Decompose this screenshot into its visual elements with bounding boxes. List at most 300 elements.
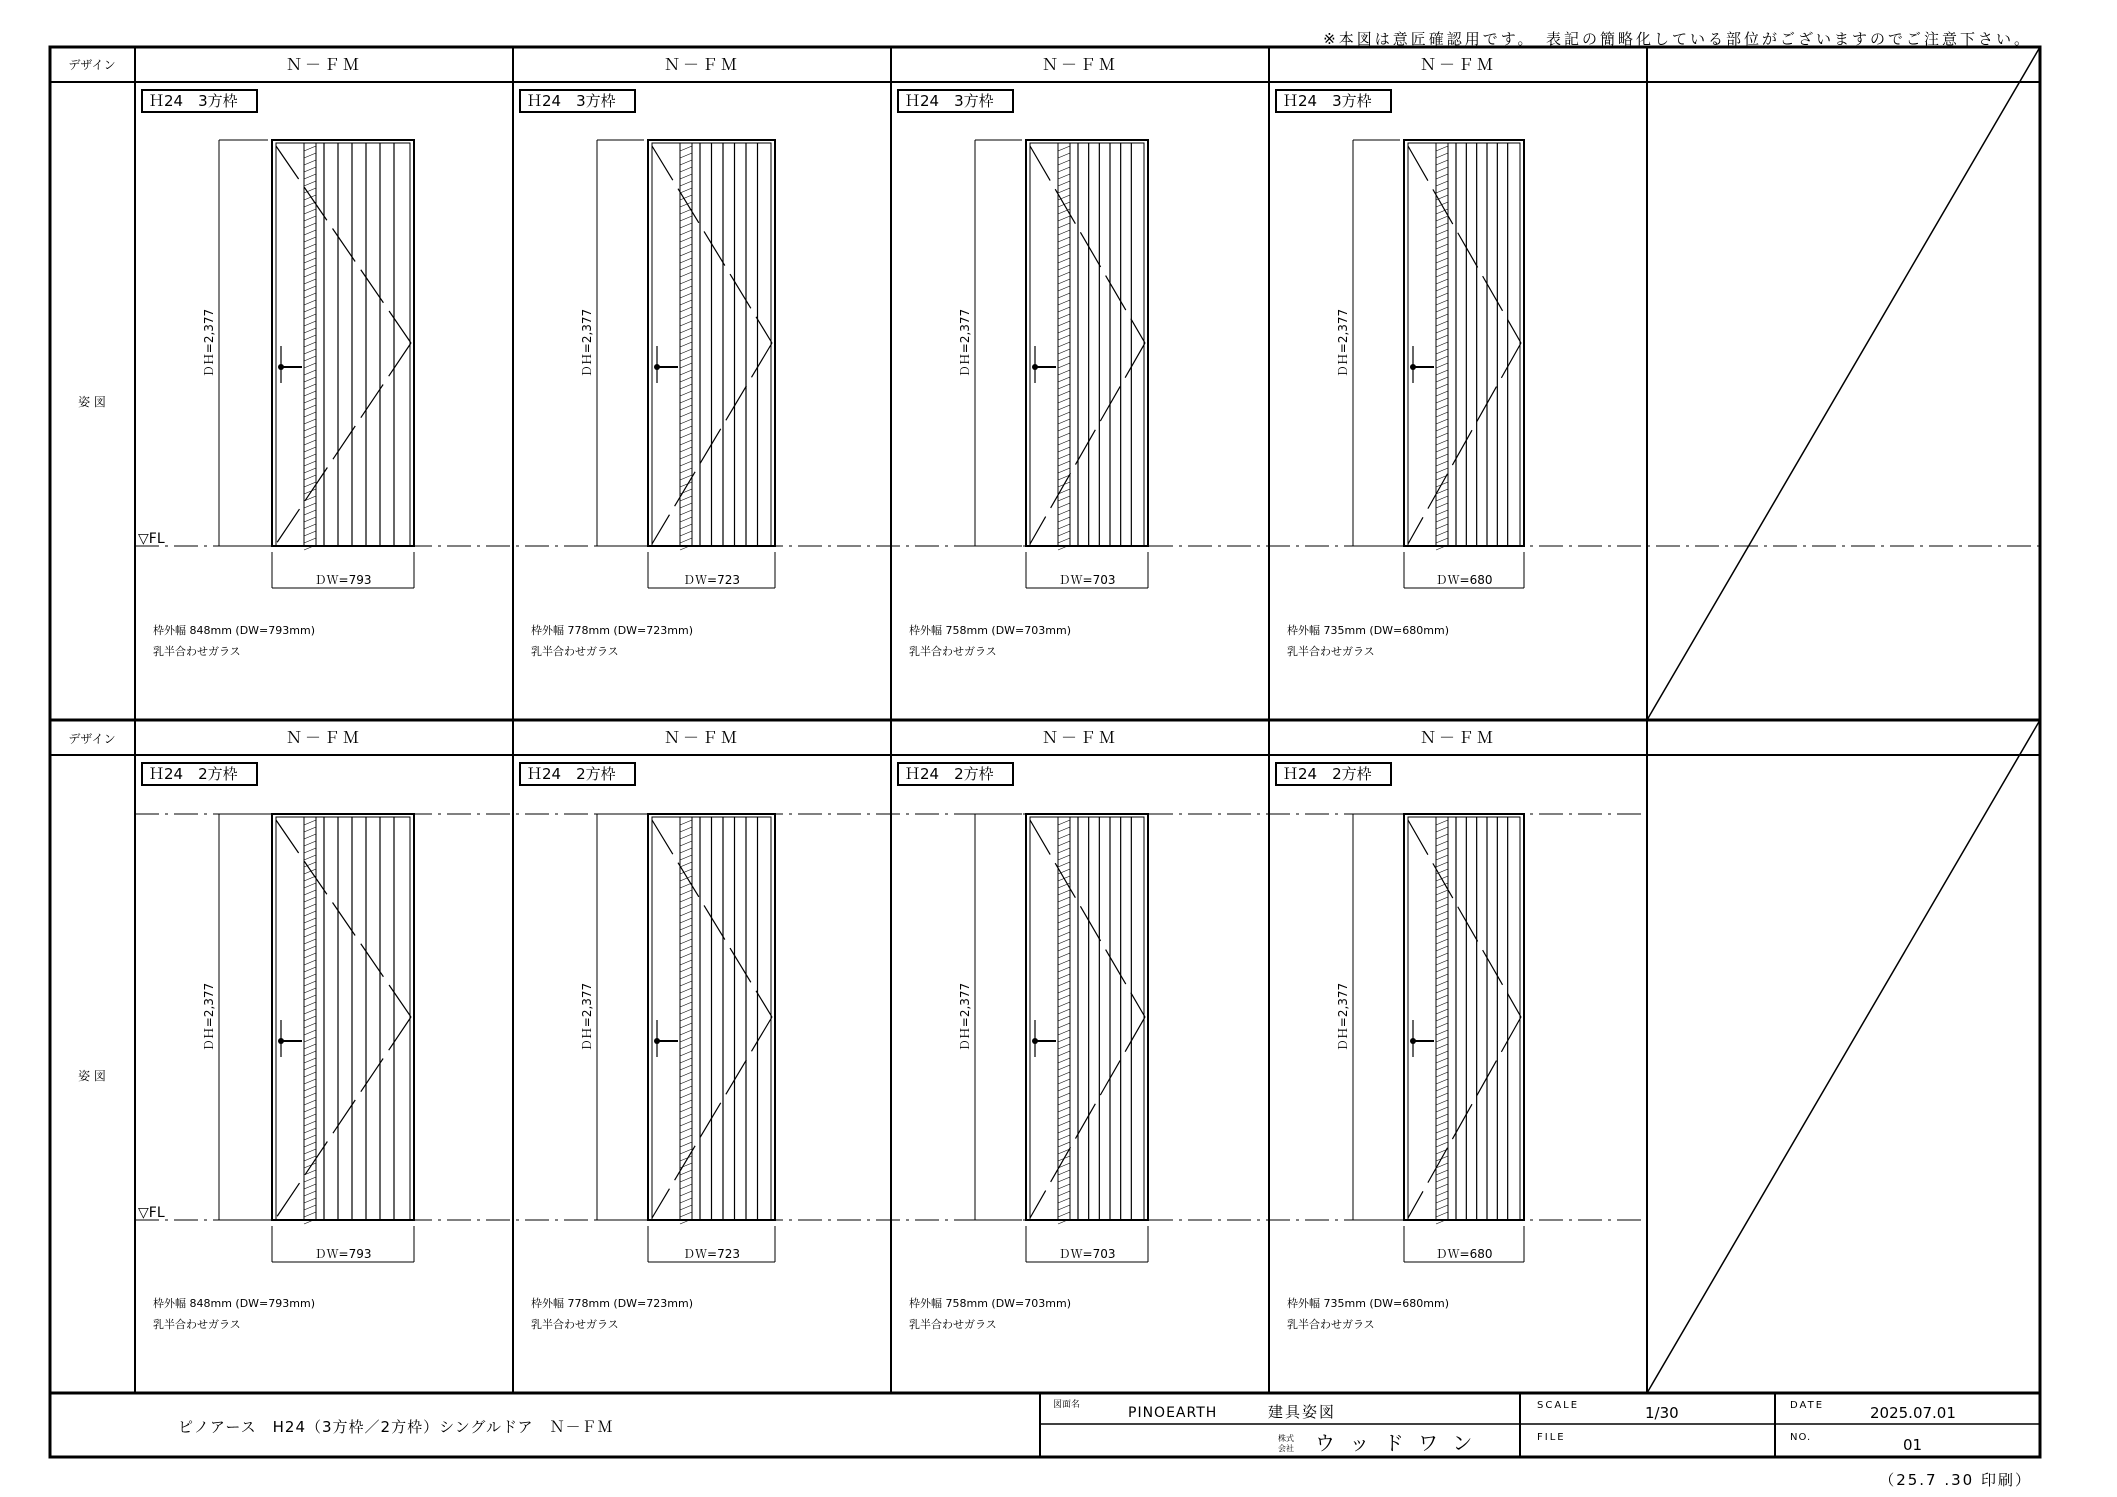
- frame-width-spec: 枠外幅 778mm (DW=723mm): [531, 1297, 693, 1310]
- glass-hatch: [1436, 820, 1448, 825]
- glass-hatch: [1058, 356, 1070, 361]
- frame-width-spec: 枠外幅 758mm (DW=703mm): [909, 624, 1071, 637]
- glass-hatch: [680, 160, 692, 165]
- frame-type-label: Ｈ24 2方枠: [527, 765, 616, 783]
- door-cells: [142, 55, 1524, 1331]
- glass-hatch: [304, 146, 316, 151]
- glass-hatch: [1436, 1079, 1448, 1084]
- notice-text: ※本図は意匠確認用です。 表記の簡略化している部位がございますのでご注意下さい。: [1323, 30, 2032, 48]
- glass-hatch: [1436, 356, 1448, 361]
- door-inner-frame: [1030, 817, 1144, 1220]
- door-cell-2-1: [142, 728, 414, 1331]
- door-cell-1-4: [1276, 55, 1524, 658]
- glass-hatch: [1058, 1212, 1070, 1217]
- glass-hatch: [680, 524, 692, 529]
- glass-hatch: [1436, 1016, 1448, 1021]
- swing-line-upper: [276, 146, 411, 343]
- glass-hatch: [304, 258, 316, 263]
- glass-hatch: [1058, 531, 1070, 536]
- glass-hatch: [680, 1002, 692, 1007]
- glass-hatch: [304, 209, 316, 214]
- door-width-label: ＤＷ=793: [314, 573, 372, 587]
- glass-hatch: [680, 841, 692, 846]
- glass-hatch: [1058, 1128, 1070, 1133]
- glass-hatch: [304, 1135, 316, 1140]
- glass-hatch: [680, 419, 692, 424]
- glass-hatch: [680, 244, 692, 249]
- glass-hatch: [1436, 398, 1448, 403]
- glass-hatch: [1436, 1058, 1448, 1063]
- design-name: Ｎ－ＦＭ: [1419, 728, 1497, 747]
- glass-hatch: [1436, 272, 1448, 277]
- glass-hatch: [1058, 995, 1070, 1000]
- glass-hatch: [1058, 988, 1070, 993]
- glass-hatch: [304, 426, 316, 431]
- glass-hatch: [304, 167, 316, 172]
- glass-hatch: [680, 307, 692, 312]
- glass-hatch: [1058, 391, 1070, 396]
- glass-hatch: [304, 335, 316, 340]
- glass-hatch: [304, 223, 316, 228]
- glass-hatch: [1058, 146, 1070, 151]
- glass-spec: 乳半合わせガラス: [1287, 1318, 1375, 1331]
- glass-hatch: [680, 349, 692, 354]
- glass-hatch: [1436, 419, 1448, 424]
- glass-hatch: [1058, 1121, 1070, 1126]
- glass-hatch: [680, 342, 692, 347]
- glass-hatch: [304, 1205, 316, 1210]
- door-height-label: ＤＨ=2,377: [580, 982, 594, 1052]
- glass-hatch: [1058, 216, 1070, 221]
- door-inner-frame: [276, 143, 410, 546]
- door-cell-2-3: [898, 728, 1148, 1331]
- glass-hatch: [680, 538, 692, 543]
- glass-hatch: [304, 1002, 316, 1007]
- glass-hatch: [304, 244, 316, 249]
- glass-hatch: [1436, 911, 1448, 916]
- glass-hatch: [1436, 496, 1448, 501]
- glass-hatch: [1436, 251, 1448, 256]
- glass-hatch: [1436, 314, 1448, 319]
- glass-hatch: [304, 848, 316, 853]
- glass-hatch: [304, 293, 316, 298]
- glass-hatch: [1058, 890, 1070, 895]
- glass-hatch: [1436, 1051, 1448, 1056]
- glass-hatch: [1058, 412, 1070, 417]
- frame-width-spec: 枠外幅 735mm (DW=680mm): [1287, 1297, 1449, 1310]
- glass-hatch: [1058, 349, 1070, 354]
- glass-hatch: [1058, 503, 1070, 508]
- glass-hatch: [680, 988, 692, 993]
- glass-hatch: [1436, 426, 1448, 431]
- glass-hatch: [304, 932, 316, 937]
- glass-hatch: [1058, 1037, 1070, 1042]
- frame-width-spec: 枠外幅 735mm (DW=680mm): [1287, 624, 1449, 637]
- glass-hatch: [680, 995, 692, 1000]
- glass-hatch: [304, 1079, 316, 1084]
- glass-hatch: [304, 160, 316, 165]
- glass-hatch: [680, 960, 692, 965]
- title-company: ウ ッ ド ワ ン: [1315, 1431, 1477, 1455]
- title-scale-label: SCALE: [1537, 1400, 1580, 1411]
- glass-hatch: [304, 1184, 316, 1189]
- glass-hatch: [680, 153, 692, 158]
- glass-hatch: [1436, 265, 1448, 270]
- swing-line-lower: [276, 1017, 411, 1218]
- glass-hatch: [680, 1079, 692, 1084]
- frame-type-label: Ｈ24 3方枠: [905, 92, 994, 110]
- glass-hatch: [680, 454, 692, 459]
- glass-hatch: [1058, 960, 1070, 965]
- glass-hatch: [680, 370, 692, 375]
- glass-hatch: [1436, 1135, 1448, 1140]
- glass-hatch: [1436, 412, 1448, 417]
- glass-hatch: [1436, 349, 1448, 354]
- door-cell-2-4: [1276, 728, 1524, 1331]
- glass-hatch: [680, 932, 692, 937]
- glass-hatch: [1436, 932, 1448, 937]
- glass-hatch: [304, 447, 316, 452]
- glass-hatch: [1436, 1093, 1448, 1098]
- glass-hatch: [1436, 1170, 1448, 1175]
- glass-hatch: [304, 953, 316, 958]
- glass-hatch: [304, 1198, 316, 1203]
- glass-hatch: [1058, 363, 1070, 368]
- glass-hatch: [680, 911, 692, 916]
- glass-hatch: [304, 531, 316, 536]
- glass-hatch: [1058, 300, 1070, 305]
- door-height-label: ＤＨ=2,377: [958, 982, 972, 1052]
- glass-hatch: [680, 1142, 692, 1147]
- glass-hatch: [1436, 342, 1448, 347]
- glass-hatch: [680, 405, 692, 410]
- glass-hatch: [1058, 939, 1070, 944]
- glass-hatch: [1436, 1128, 1448, 1133]
- glass-hatch: [1436, 827, 1448, 832]
- swing-line-upper: [1030, 146, 1145, 343]
- glass-hatch: [680, 1198, 692, 1203]
- glass-hatch: [1058, 447, 1070, 452]
- swing-line-upper: [276, 820, 411, 1017]
- glass-hatch: [1058, 251, 1070, 256]
- glass-hatch: [1058, 279, 1070, 284]
- glass-hatch: [680, 946, 692, 951]
- glass-hatch: [1058, 433, 1070, 438]
- glass-spec: 乳半合わせガラス: [909, 645, 997, 658]
- glass-hatch: [1436, 293, 1448, 298]
- glass-hatch: [1058, 398, 1070, 403]
- glass-hatch: [1058, 1184, 1070, 1189]
- glass-hatch: [680, 223, 692, 228]
- glass-spec: 乳半合わせガラス: [153, 1318, 241, 1331]
- glass-hatch: [680, 918, 692, 923]
- glass-hatch: [680, 461, 692, 466]
- glass-hatch: [1058, 1065, 1070, 1070]
- glass-hatch: [680, 1191, 692, 1196]
- glass-hatch: [1436, 363, 1448, 368]
- title-company-prefix-2: 会社: [1278, 1444, 1294, 1453]
- glass-hatch: [304, 300, 316, 305]
- glass-hatch: [680, 384, 692, 389]
- glass-hatch: [680, 967, 692, 972]
- door-width-label: ＤＷ=723: [683, 1247, 740, 1261]
- glass-hatch: [1058, 426, 1070, 431]
- glass-hatch: [304, 356, 316, 361]
- row1-elevation-label: 姿 図: [78, 395, 106, 409]
- glass-hatch: [304, 1009, 316, 1014]
- glass-hatch: [1058, 1051, 1070, 1056]
- glass-hatch: [680, 897, 692, 902]
- door-width-label: ＤＷ=723: [683, 573, 740, 587]
- glass-hatch: [304, 1142, 316, 1147]
- glass-hatch: [304, 377, 316, 382]
- glass-hatch: [1058, 1030, 1070, 1035]
- door-width-label: ＤＷ=793: [314, 1247, 372, 1261]
- glass-hatch: [304, 1072, 316, 1077]
- door-inner-frame: [1408, 817, 1520, 1220]
- glass-hatch: [1436, 181, 1448, 186]
- glass-hatch: [1436, 1177, 1448, 1182]
- title-date-value: 2025.07.01: [1870, 1404, 1956, 1422]
- title-no-label: NO.: [1790, 1432, 1812, 1443]
- glass-hatch: [1058, 1072, 1070, 1077]
- glass-hatch: [304, 524, 316, 529]
- frame-type-label: Ｈ24 2方枠: [1283, 765, 1372, 783]
- glass-hatch: [680, 953, 692, 958]
- glass-hatch: [1436, 335, 1448, 340]
- glass-spec: 乳半合わせガラス: [531, 1318, 619, 1331]
- glass-hatch: [304, 988, 316, 993]
- glass-hatch: [304, 1107, 316, 1112]
- glass-hatch: [1436, 953, 1448, 958]
- glass-hatch: [680, 1121, 692, 1126]
- design-name: Ｎ－ＦＭ: [1419, 55, 1497, 74]
- glass-hatch: [304, 855, 316, 860]
- glass-hatch: [680, 412, 692, 417]
- glass-hatch: [304, 461, 316, 466]
- glass-hatch: [304, 1212, 316, 1217]
- glass-hatch: [1058, 981, 1070, 986]
- glass-hatch: [680, 939, 692, 944]
- glass-hatch: [304, 1065, 316, 1070]
- glass-hatch: [680, 216, 692, 221]
- glass-hatch: [1436, 454, 1448, 459]
- printed-date: （25.7 .30 印刷）: [1879, 1471, 2032, 1489]
- door-cell-2-2: [520, 728, 775, 1331]
- glass-hatch: [304, 370, 316, 375]
- glass-hatch: [680, 834, 692, 839]
- glass-spec: 乳半合わせガラス: [1287, 645, 1375, 658]
- row2-design-label: デザイン: [68, 732, 116, 746]
- glass-hatch: [1058, 967, 1070, 972]
- glass-hatch: [680, 1051, 692, 1056]
- glass-hatch: [680, 1030, 692, 1035]
- glass-hatch: [304, 1016, 316, 1021]
- glass-hatch: [1436, 1114, 1448, 1119]
- glass-hatch: [680, 1016, 692, 1021]
- glass-hatch: [680, 1044, 692, 1049]
- glass-hatch: [1436, 237, 1448, 242]
- glass-hatch: [680, 974, 692, 979]
- design-name: Ｎ－ＦＭ: [663, 55, 741, 74]
- glass-hatch: [1436, 1212, 1448, 1217]
- glass-hatch: [304, 286, 316, 291]
- glass-hatch: [1058, 911, 1070, 916]
- door-width-label: ＤＷ=703: [1058, 1247, 1116, 1261]
- glass-spec: 乳半合わせガラス: [153, 645, 241, 658]
- swing-line-lower: [1408, 343, 1521, 544]
- glass-hatch: [304, 174, 316, 179]
- glass-hatch: [304, 918, 316, 923]
- glass-hatch: [1436, 160, 1448, 165]
- door-height-label: ＤＨ=2,377: [202, 308, 216, 378]
- glass-hatch: [304, 834, 316, 839]
- glass-hatch: [1436, 918, 1448, 923]
- glass-hatch: [680, 496, 692, 501]
- glass-hatch: [1058, 321, 1070, 326]
- glass-hatch: [1436, 230, 1448, 235]
- glass-hatch: [304, 314, 316, 319]
- glass-hatch: [1058, 384, 1070, 389]
- glass-hatch: [304, 412, 316, 417]
- glass-hatch: [680, 1205, 692, 1210]
- title-company-prefix-1: 株式: [1278, 1434, 1294, 1443]
- glass-hatch: [1058, 181, 1070, 186]
- glass-hatch: [1436, 841, 1448, 846]
- glass-hatch: [680, 335, 692, 340]
- glass-hatch: [1058, 918, 1070, 923]
- glass-hatch: [1436, 503, 1448, 508]
- glass-hatch: [1436, 925, 1448, 930]
- glass-hatch: [1436, 967, 1448, 972]
- glass-hatch: [680, 1128, 692, 1133]
- title-no-value: 01: [1903, 1436, 1923, 1454]
- glass-hatch: [304, 1100, 316, 1105]
- glass-hatch: [1436, 1191, 1448, 1196]
- glass-hatch: [1058, 496, 1070, 501]
- door-width-label: ＤＷ=680: [1435, 1247, 1493, 1261]
- glass-hatch: [680, 848, 692, 853]
- glass-hatch: [1058, 953, 1070, 958]
- glass-hatch: [680, 1037, 692, 1042]
- title-date-label: DATE: [1790, 1400, 1825, 1411]
- glass-hatch: [1058, 841, 1070, 846]
- glass-hatch: [1436, 1037, 1448, 1042]
- glass-hatch: [680, 1135, 692, 1140]
- glass-hatch: [304, 1191, 316, 1196]
- glass-hatch: [680, 890, 692, 895]
- swing-line-upper: [1408, 146, 1521, 343]
- glass-hatch: [304, 1044, 316, 1049]
- glass-hatch: [304, 328, 316, 333]
- glass-hatch: [304, 279, 316, 284]
- glass-hatch: [680, 981, 692, 986]
- glass-hatch: [1058, 1016, 1070, 1021]
- door-cell-1-1: [142, 55, 414, 658]
- glass-hatch: [680, 251, 692, 256]
- glass-hatch: [1436, 848, 1448, 853]
- glass-hatch: [1058, 904, 1070, 909]
- glass-hatch: [304, 1093, 316, 1098]
- glass-hatch: [1436, 1205, 1448, 1210]
- glass-hatch: [1058, 377, 1070, 382]
- glass-hatch: [680, 827, 692, 832]
- glass-hatch: [304, 1037, 316, 1042]
- frame-type-label: Ｈ24 3方枠: [527, 92, 616, 110]
- glass-hatch: [304, 967, 316, 972]
- glass-hatch: [1436, 321, 1448, 326]
- glass-hatch: [1058, 188, 1070, 193]
- glass-hatch: [1058, 419, 1070, 424]
- glass-hatch: [1436, 939, 1448, 944]
- glass-hatch: [304, 946, 316, 951]
- design-name: Ｎ－ＦＭ: [285, 728, 363, 747]
- glass-hatch: [304, 1128, 316, 1133]
- design-name: Ｎ－ＦＭ: [285, 55, 363, 74]
- glass-hatch: [1436, 1121, 1448, 1126]
- glass-hatch: [1436, 300, 1448, 305]
- design-name: Ｎ－ＦＭ: [1041, 728, 1119, 747]
- glass-hatch: [1436, 1002, 1448, 1007]
- glass-hatch: [304, 216, 316, 221]
- glass-hatch: [304, 911, 316, 916]
- glass-hatch: [304, 475, 316, 480]
- glass-hatch: [1436, 440, 1448, 445]
- glass-hatch: [680, 265, 692, 270]
- glass-hatch: [680, 1177, 692, 1182]
- glass-hatch: [1436, 223, 1448, 228]
- glass-hatch: [1058, 538, 1070, 543]
- glass-hatch: [1058, 1093, 1070, 1098]
- empty-cell-diagonal-2: [1647, 720, 2040, 1393]
- glass-hatch: [304, 827, 316, 832]
- door-cell-1-3: [898, 55, 1148, 658]
- glass-hatch: [1436, 286, 1448, 291]
- glass-hatch: [680, 1023, 692, 1028]
- glass-hatch: [680, 237, 692, 242]
- glass-hatch: [1058, 1114, 1070, 1119]
- glass-hatch: [304, 237, 316, 242]
- glass-hatch: [1058, 925, 1070, 930]
- glass-hatch: [1058, 272, 1070, 277]
- glass-hatch: [1058, 820, 1070, 825]
- glass-hatch: [304, 538, 316, 543]
- glass-hatch: [304, 981, 316, 986]
- door-outline: [1026, 140, 1148, 546]
- swing-line-lower: [1408, 1017, 1521, 1218]
- glass-hatch: [680, 286, 692, 291]
- glass-hatch: [1058, 1023, 1070, 1028]
- title-drawing-name-2: 建具姿図: [1268, 1403, 1337, 1421]
- glass-hatch: [1058, 1079, 1070, 1084]
- glass-hatch: [1058, 1044, 1070, 1049]
- glass-hatch: [304, 1058, 316, 1063]
- frame-type-label: Ｈ24 2方枠: [905, 765, 994, 783]
- glass-hatch: [1436, 391, 1448, 396]
- glass-hatch: [304, 433, 316, 438]
- glass-hatch: [1058, 265, 1070, 270]
- glass-hatch: [1436, 1107, 1448, 1112]
- glass-hatch: [680, 1100, 692, 1105]
- swing-line-upper: [1030, 820, 1145, 1017]
- glass-hatch: [680, 1107, 692, 1112]
- glass-hatch: [1058, 946, 1070, 951]
- glass-hatch: [1436, 468, 1448, 473]
- door-width-label: ＤＷ=703: [1058, 573, 1116, 587]
- glass-hatch: [1058, 286, 1070, 291]
- glass-hatch: [680, 181, 692, 186]
- glass-hatch: [1436, 988, 1448, 993]
